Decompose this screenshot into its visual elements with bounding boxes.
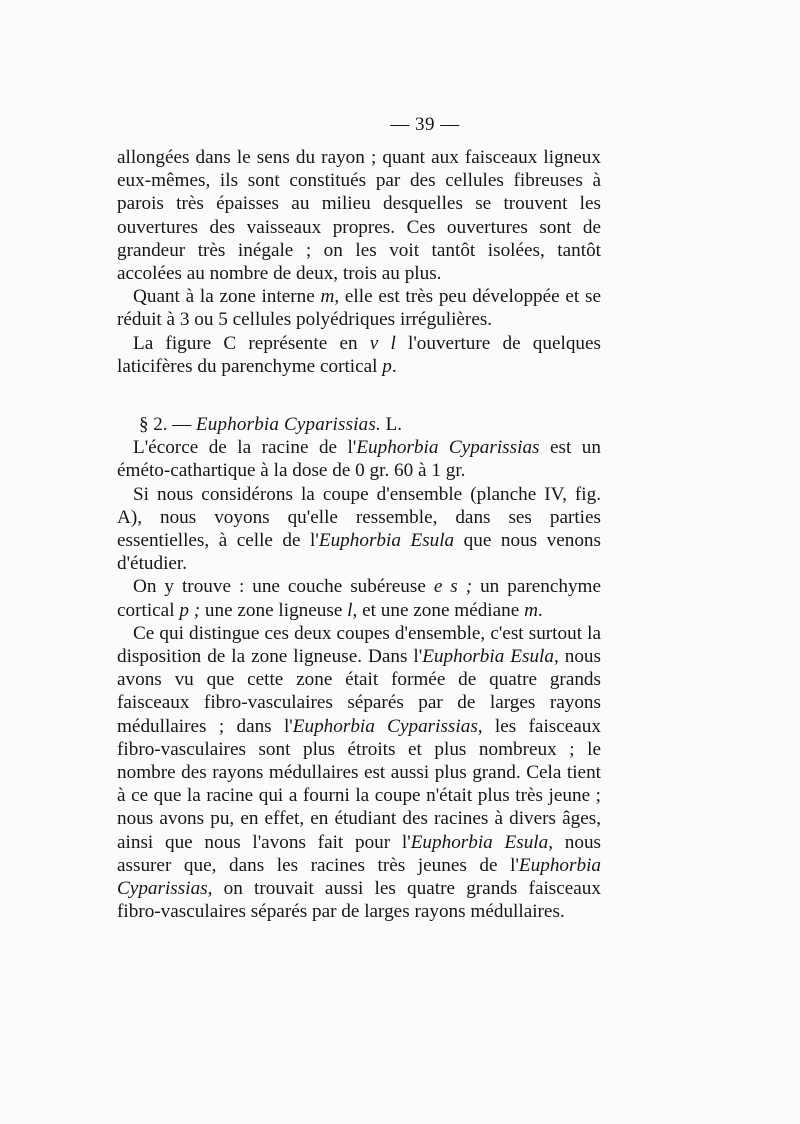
- paragraph: Si nous considérons la coupe d'ensemble (planche IV, fig. A), nous voyons qu'elle ressemble, dans ses parties essentielles, à celle de l'Euphorbia Esula que nous venons d'étudier.: [117, 483, 601, 575]
- body-text: [117, 146, 601, 924]
- section-heading: § 2. — Euphorbia Cyparissias. L.: [139, 414, 403, 436]
- paragraph: L'écorce de la racine de l'Euphorbia Cyparissias est un éméto-cathartique à la dose de 0 gr. 60 à 1 gr.: [117, 437, 601, 482]
- paragraph: On y trouve : une couche subéreuse e s ; un parenchyme cortical p ; une zone ligneuse l, et une zone médiane m.: [117, 576, 601, 621]
- paragraph: allongées dans le sens du rayon ; quant aux faisceaux ligneux eux-mêmes, ils sont constitués par des cellules fibreuses à parois très épaisses au milieu desquelles se trouvent les ouvertures des vaisseaux propres. Ces ouvertures sont de grandeur très inégale ; on les voit tantôt isolées, tantôt accolées au nombre de deux, trois au plus.: [117, 147, 601, 285]
- paragraph: Quant à la zone interne m, elle est très peu développée et se réduit à 3 ou 5 cellules polyédriques irrégulières.: [117, 286, 601, 331]
- page-number: — 39 —: [390, 114, 460, 135]
- paragraph: La figure C représente en v l l'ouverture de quelques laticifères du parenchyme cortical p.: [117, 332, 601, 377]
- paragraph: Ce qui distingue ces deux coupes d'ensemble, c'est surtout la disposition de la zone ligneuse. Dans l'Euphorbia Esula, nous avons vu que cette zone était formée de quatre grands faisceaux fibro-vasculaires séparés par de larges rayons médullaires ; dans l'Euphorbia Cyparissias, les faisceaux fibro-vasculaires sont plus étroits et plus nombreux ; le nombre des rayons médullaires est aussi plus grand. Cela tient à ce que la racine qui a fourni la coupe n'était plus très jeune ; nous avons pu, en effet, en étudiant des racines à divers âges, ainsi que nous l'avons fait pour l'Euphorbia Esula, nous assurer que, dans les racines très jeunes de l'Euphorbia Cyparissias, on trouvait aussi les quatre grands faisceaux fibro-vasculaires séparés par de larges rayons médullaires.: [117, 622, 601, 923]
